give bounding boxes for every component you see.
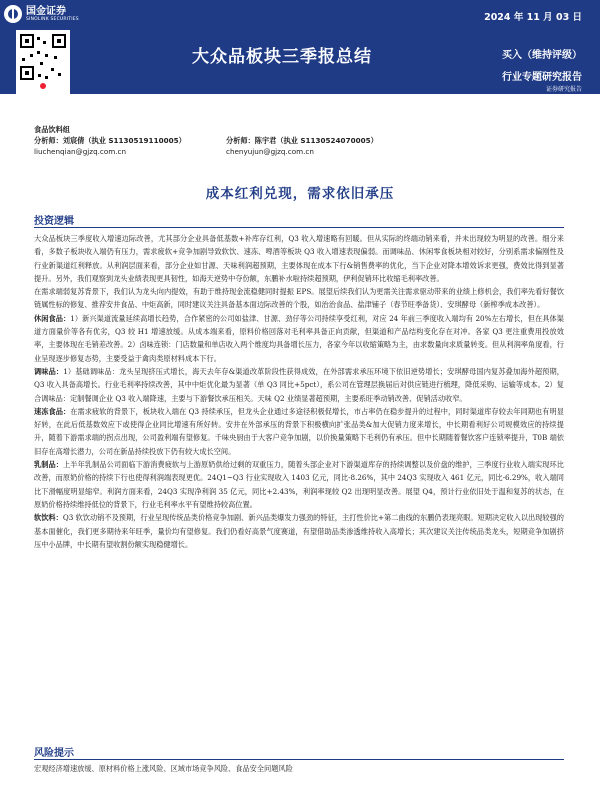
paragraph: 大众品板块三季度收入增速边际改善，尤其部分企业具备低基数+补库存红利，Q3 收入增速略有回暖。但从实际的终端动销来看，并未出现较为明显的改善。细分来看，多数子板块收入端仍有压力，需求疲软+竞争加剧导致软饮、速冻、啤酒等板块 Q3 收入增速表现偏弱。而调味品、休闲零食板块相对较好，分别系需求偏刚性及行业新渠道红利释放。从利润层面来看，部分企业如甘源、天味利润超预期，主要体现在成本下行&销售费率的优化，当下企业对降本增效诉求更强，费效比得到显著提升。另外，我们观察到龙头业绩表现更具韧性，如海天逆势中夺份额，东鹏补水啦持续超预期，伊利促销环比收缩毛利率改善。 xyxy=(34,234,564,283)
qr-code-icon xyxy=(16,30,70,94)
section-divider xyxy=(34,759,564,760)
paragraph-lead: 调味品： xyxy=(34,366,64,376)
paragraph-lead: 休闲食品： xyxy=(34,313,71,323)
rating-label: 买入（维持评级） xyxy=(502,50,582,61)
paragraph xyxy=(34,312,564,365)
logic-body xyxy=(34,232,564,551)
analyst-info xyxy=(34,124,378,157)
paragraph xyxy=(34,511,564,551)
report-date: 2024 年 11 月 03 日 xyxy=(484,12,582,23)
report-type: 行业专题研究报告 xyxy=(502,72,582,83)
paragraph-text: 1）基础调味品：龙头呈现挤压式增长，海天去年存&渠道改革阶段性获得成效，在外部需求承压环境下依旧逆势增长；安琪酵母国内复苏叠加海外超预期，Q3 收入具备高增长。行业毛利率持续改善，其中中炬优化最为显著（单 Q3 同比+5pct），系公司在管理层换届后对供应链进行梳理，降低采购、运输等成本。2）复合调味品：定制餐调企业 Q3 收入端降速，主要与下游餐饮承压相关。天味 Q2 业绩显著超预期，主要系旺季动销改善、促销活动收窄。 xyxy=(34,366,564,403)
paragraph-text: 在需求疲软的背景下，板块收入端在 Q3 持续承压，但龙头企业通过多途径积极促增长，市占率仍在稳步提升的过程中，同时渠道库存较去年同期也有明显好转，在此后低基数效应下或使得企业同比增速有所好转。安井在外部承压的背景下积极横向扩张品类&加大促销力度来增长，中长期看利好公司规模效应的持续提升，随着下游需求端的拐点出现，公司盈利端有望修复。千味央厨由于大客户竞争加剧，以价换量策略下毛利仍有承压。但中长期随着餐饮客户连锁率提升，T0B 端依旧存在高增长潜力，公司在新品持续投放下仍有较大成长空间。 xyxy=(34,406,564,456)
headline: 成本红利兑现，需求依旧承压 xyxy=(205,186,395,202)
analyst-2-email[interactable]: chenyujun@gjzq.com.cn xyxy=(226,147,314,156)
paragraph-text: 1）新兴渠道流量延续高增长趋势，合作紧密的公司如盐津、甘源、劲仔等公司持续享受红利，对应 24 年前三季度收入端均有 20%左右增长，但在具体渠道方面量价等各有优劣，Q3 较 H1 增速放缓。从成本端来看，原料价格回落对毛利率具备正向贡献，但渠道和产品结构变化存在对冲。各家 Q3 更注重费用投放效率，主要体现在毛销差改善。2）卤味连锁：门店数量和单店收入两个维度均具备增长压力，各家今年以收缩策略为主，由求数量向求质量转变。但从利润率角度看，行业呈现逐步修复态势，主要受益于禽肉类原材料成本下行。 xyxy=(34,313,564,363)
paragraph xyxy=(34,365,564,405)
section-divider xyxy=(34,227,564,228)
paragraph xyxy=(34,458,564,511)
top-bar xyxy=(0,0,600,30)
analyst-1: 分析师：刘宸倩（执业 S1130519110005） xyxy=(34,136,186,145)
section-title-logic: 投资逻辑 xyxy=(34,216,74,227)
logo-en: SINOLINK SECURITIES xyxy=(26,16,79,22)
section-title-risk: 风险提示 xyxy=(34,748,74,759)
paragraph-lead: 速冻食品： xyxy=(34,406,71,416)
paragraph-lead: 乳制品： xyxy=(34,460,64,470)
sector-label: 食品饮料组 xyxy=(34,125,70,134)
brand-logo xyxy=(4,5,79,23)
risk-text: 宏观经济增速放缓、原材料价格上涨风险、区域市场竞争风险、食品安全问题风险 xyxy=(34,764,293,773)
analyst-2: 分析师：陈宇君（执业 S1130524070005） xyxy=(226,136,378,145)
logo-cn: 国金证券 xyxy=(26,5,66,17)
logo-icon xyxy=(4,5,22,23)
paragraph-text: 上半年乳制品公司面临下游消费疲软与上游原奶供给过剩的双重压力，随着头部企业对下游渠道库存的持续调整以及价盘的维护，三季度行业收入端实现环比改善，而原奶价格的持续下行也使得利润端表现更优。24Q1~Q3 行业实现收入 1403 亿元，同比-8.26%，其中 24Q3 实现收入 461 亿元，同比-6.29%，收入端同比下滑幅度明显缩窄。利润方面来看，24Q3 实现净利润 35 亿元，同比+2.43%，利润率现较 Q2 出现明显改善。展望 Q4，预计行业依旧处于温和复苏的状态，在原奶价格持续维持低位的背景下，行业毛利率水平有望维持较高位置。 xyxy=(34,460,564,509)
report-title: 大众品板块三季报总结 xyxy=(192,47,372,67)
analyst-1-email[interactable]: liuchenqian@gjzq.com.cn xyxy=(34,147,127,156)
paragraph-lead: 软饮料： xyxy=(34,513,63,523)
paragraph-text: Q3 软饮动销不及预期，行业呈现传统品类价格竞争加剧、新兴品类爆发力强劲的特征，主打性价比+第二曲线的东鹏仍表现亮眼。短期决定收入以出现较强的基本面催化，我们更多期待来年旺季，量价均有望修复。我们仍看好高景气度赛道，有望借助品类渗透维持收入高增长；其次建议关注传统品类龙头，短期竞争加剧挤压中小品牌，中长期有望收割份额实现稳健增长。 xyxy=(34,513,564,549)
paragraph: 在需求端弱复苏背景下，我们认为龙头向内提效，有助于维持现金流稳健同时提振 EPS。展望后续我们认为更需关注需求驱动带来的业绩上修机会，我们率先看好餐饮链属性标的修复、推荐安井食品、中炬高新，同时建议关注具备基本面边际改善的个股，如治治食品、盐津铺子（春节旺季备货）、安琪酵母（新榨季成本改善）。 xyxy=(34,287,564,310)
report-subtitle: 证券研究报告 xyxy=(545,86,582,93)
paragraph xyxy=(34,405,564,458)
